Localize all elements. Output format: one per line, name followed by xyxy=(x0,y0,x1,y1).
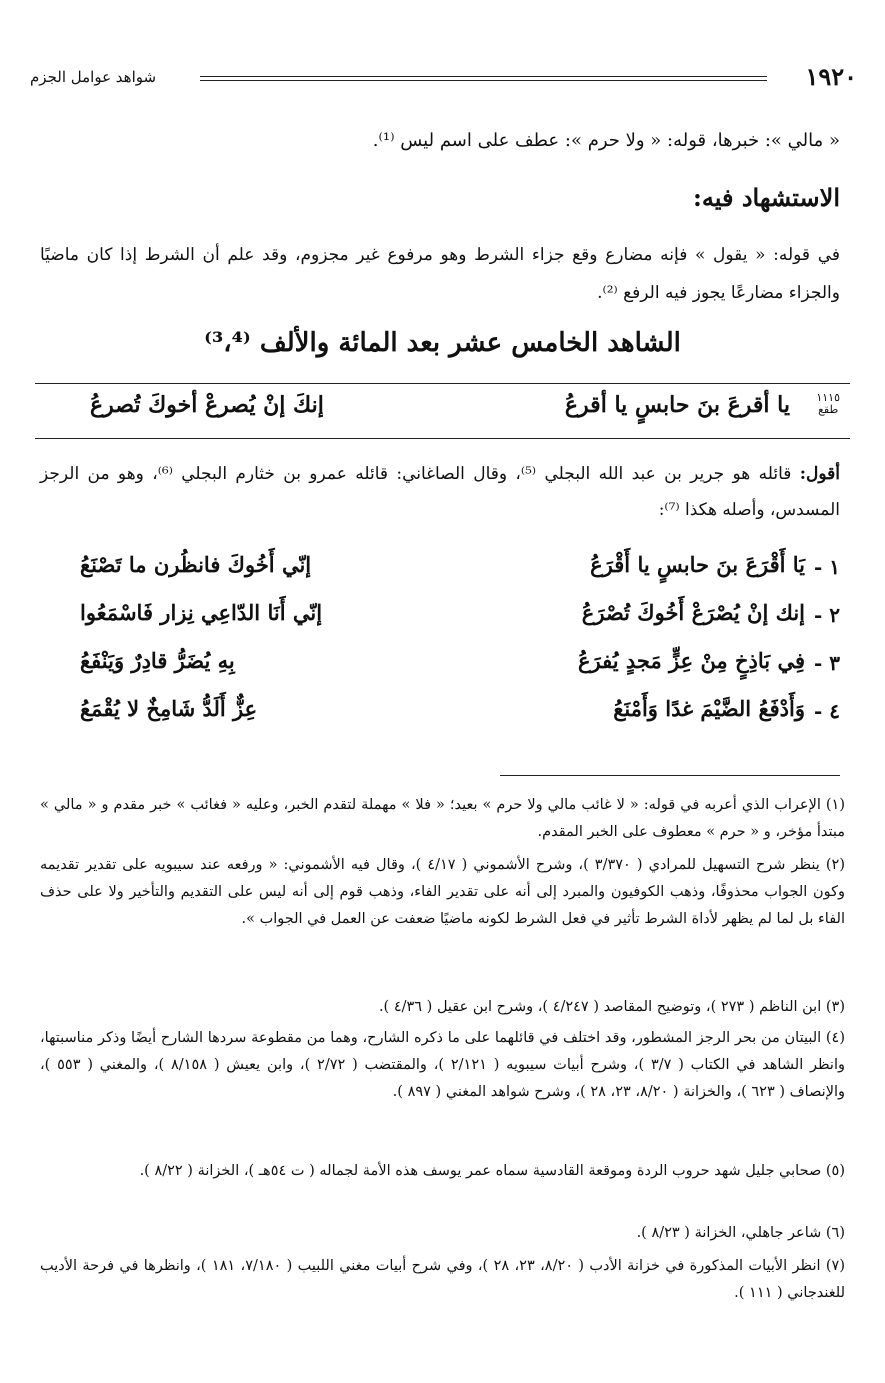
shahid-top-rule xyxy=(35,383,850,384)
running-title: شواهد عوامل الجزم xyxy=(30,68,157,86)
verse-first-half: فِي بَاذِخٍ مِنْ عِزٍّ مَجدٍ يُفرَعُ xyxy=(577,648,805,673)
istishhad-paragraph: في قوله: « يقول » فإنه مضارع وقع جزاء الشرط وهو مرفوع غير مجزوم، وقد علم أن الشرط إذا كان ماضيًا والجزاء مضارعًا يجوز فيه الرفع ⁽²⁾. xyxy=(40,245,840,303)
footnote-separator xyxy=(500,775,840,776)
shahid-hemistich-1: يا أقرعَ بنَ حابسٍ يا أقرعُ xyxy=(564,392,790,418)
meter-tag: طقع xyxy=(818,403,839,416)
footnote: (٧) انظر الأبيات المذكورة في خزانة الأدب ( ٨/٢٠، ٢٣، ٢٨ )، وفي شرح أبيات مغني اللبيب ( ٧/١٨٠، ١٨١ )، وانظرها في فرحة الأديب للغندجاني ( ١١١ ). xyxy=(40,1258,845,1301)
aqul-paragraph xyxy=(40,456,840,528)
verse-second-half: إنّي أَنَا الدّاعِي نِزار فَاسْمَعُوا xyxy=(80,600,323,625)
verse-number: ٣ - xyxy=(813,651,840,675)
verse-first-half: وَأَدْفَعُ الضَّيْمَ غدًا وَأَمْنَعُ xyxy=(613,696,805,721)
page-header xyxy=(30,62,857,92)
verse-second-half: عِزٌّ أَلَدُّ شَامِخٌ لا يُقْمَعُ xyxy=(80,696,258,721)
verse-second-half: بِهِ يُضَرُّ قادِرٌ وَيَنْفَعُ xyxy=(80,648,235,673)
shahid-hemistich-2: إنكَ إنْ يُصرعْ أخوكَ تُصرعُ xyxy=(90,392,324,418)
footnote: (٦) شاعر جاهلي، الخزانة ( ٨/٢٣ ). xyxy=(636,1225,845,1241)
footnote: (٤) البيتان من بحر الرجز المشطور، وقد اختلف في قائلهما على ما ذكره الشارح، وهما من مقطوعة سردها الشارح أيضًا وذكر مناسبتها، وانظر الشاهد في الكتاب ( ٣/٧ )، وشرح أبيات سيبويه ( ٢/١٢١ )، والمقتضب ( ٢/٧٢ )، وابن يعيش ( ٨/١٥٨ )، والمغني ( ٥٥٣ )، والإنصاف ( ٦٢٣ )، والخزانة ( ٨/٢٠، ٢٣، ٢٨ )، وشرح شواهد المغني ( ٨٩٧ ). xyxy=(40,1030,845,1100)
verse-number: ٢ - xyxy=(813,603,840,627)
verse-number: ١ - xyxy=(813,555,840,579)
shahid-title: الشاهد الخامس عشر بعد المائة والألف ⁽³،⁴⁾ xyxy=(204,328,681,358)
footnote: (٥) صحابي جليل شهد حروب الردة وموقعة القادسية سماه عمر يوسف هذه الأمة لجماله ( ت ٥٤هـ )، الخزانة ( ٨/٢٢ ). xyxy=(139,1163,845,1179)
header-rule xyxy=(200,76,767,81)
verse-second-half: إنّي أَخُوكَ فانظُرن ما تَصْنَعُ xyxy=(80,552,312,577)
verse-number: ٤ - xyxy=(813,699,840,723)
aqul-text: قائله هو جرير بن عبد الله البجلي ⁽⁵⁾، وقال الصاغاني: قائله عمرو بن خثارم البجلي ⁽⁶⁾، وهو من الرجز المسدس، وأصله هكذا ⁽⁷⁾: xyxy=(40,464,840,520)
page-number: ١٩٢٠ xyxy=(805,62,857,91)
shahid-bottom-rule xyxy=(35,438,850,439)
intro-line: « مالي »: خبرها، قوله: « ولا حرم »: عطف على اسم ليس ⁽¹⁾. xyxy=(372,130,840,151)
footnote: (٣) ابن الناظم ( ٢٧٣ )، وتوضيح المقاصد ( ٤/٢٤٧ )، وشرح ابن عقيل ( ٤/٣٦ ). xyxy=(378,999,845,1015)
footnote: (٢) ينظر شرح التسهيل للمرادي ( ٣/٣٧٠ )، وشرح الأشموني ( ٤/١٧ )، وقال فيه الأشموني: « ورفعه عند سيبويه على تقدير تقديمه وكون الجواب محذوفًا، وذهب الكوفيون والمبرد إلى أنه على تقدير الفاء، وذهب قوم إلى أنه ليس على التقديم والتأخير ولا على حذف الفاء بل لما لم يظهر لأداة الشرط تأثير في فعل الشرط لكونه ماضيًا ضعفت عن العمل في الجواب ». xyxy=(40,857,845,927)
aqul-label: أقول: xyxy=(799,464,840,484)
section-heading: الاستشهاد فيه: xyxy=(693,183,840,212)
footnote: (١) الإعراب الذي أعربه في قوله: « لا غائب مالي ولا حرم » بعيد؛ « فلا » مهملة لتقدم الخبر، وعليه « فغائب » خبر مقدم و « مالي » مبتدأ مؤخر، و « حرم » معطوف على الخبر المقدم. xyxy=(40,797,845,840)
verse-first-half: إنك إنْ يُصْرَعْ أَخُوكَ تُصْرَعُ xyxy=(581,600,805,625)
verse-first-half: يَا أَقْرَعَ بنَ حابسٍ يا أَقْرَعُ xyxy=(590,552,805,577)
shahid-number: ١١١٥ xyxy=(816,391,840,404)
shahid-number-block xyxy=(816,392,840,416)
